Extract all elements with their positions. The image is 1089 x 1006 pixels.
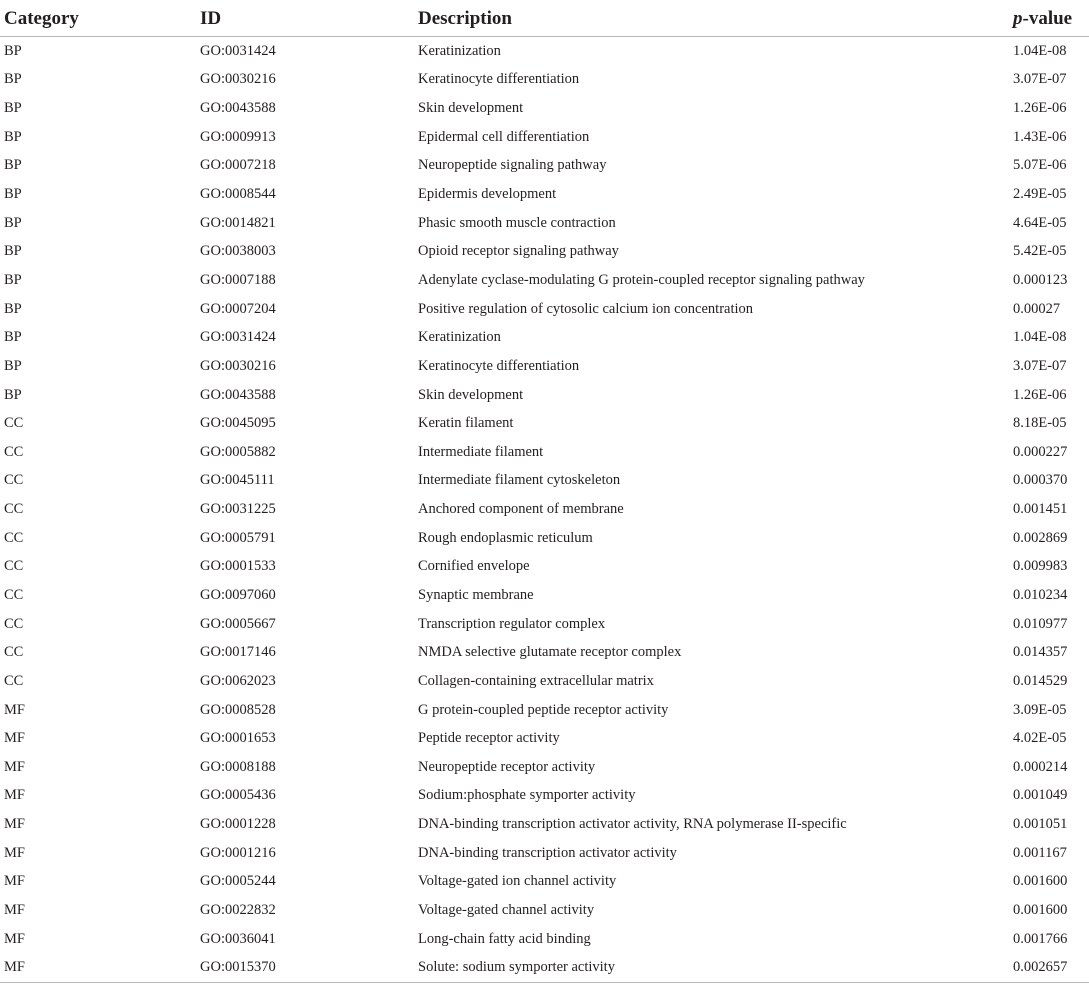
cell-category: CC: [4, 501, 24, 518]
table-row: [0, 839, 1089, 868]
cell-category: CC: [4, 615, 24, 632]
cell-description: Epidermal cell differentiation: [418, 128, 590, 145]
cell-id: GO:0005791: [200, 529, 276, 546]
table-row: [0, 94, 1089, 123]
cell-id: GO:0001533: [200, 558, 276, 575]
table-row: [0, 123, 1089, 152]
cell-p-value: 0.001451: [1013, 501, 1068, 518]
cell-description: Skin development: [418, 100, 524, 117]
table-row: [0, 66, 1089, 95]
cell-description: Voltage-gated ion channel activity: [418, 873, 617, 890]
cell-p-value: 0.001051: [1013, 816, 1068, 833]
cell-id: GO:0001228: [200, 816, 276, 833]
cell-p-value: 0.010977: [1013, 615, 1068, 632]
cell-category: MF: [4, 930, 25, 947]
cell-category: BP: [4, 243, 22, 260]
cell-id: GO:0005882: [200, 443, 276, 460]
cell-category: BP: [4, 357, 22, 374]
cell-description: Intermediate filament cytoskeleton: [418, 472, 621, 489]
cell-id: GO:0015370: [196, 954, 414, 983]
cell-p-value: 1.26E-06: [1013, 386, 1067, 403]
cell-id: GO:0030216: [200, 357, 276, 374]
cell-category: MF: [4, 844, 25, 861]
cell-category: CC: [4, 472, 24, 489]
table-row: [0, 868, 1089, 897]
cell-category: MF: [4, 816, 25, 833]
cell-category: BP: [4, 100, 22, 117]
cell-p-value: 0.001600: [1013, 902, 1068, 919]
table-row: [0, 810, 1089, 839]
cell-category: BP: [4, 386, 22, 403]
cell-category: BP: [4, 300, 22, 317]
cell-id: GO:0062023: [200, 672, 276, 689]
cell-category: BP: [4, 128, 22, 145]
cell-description: Epidermis development: [418, 186, 557, 203]
cell-description: Sodium:phosphate symporter activity: [418, 787, 636, 804]
cell-p-value: 5.07E-06: [1013, 157, 1067, 174]
cell-id: GO:0005436: [200, 787, 276, 804]
cell-description: Anchored component of membrane: [418, 501, 624, 518]
cell-p-value: 0.014357: [1013, 644, 1068, 661]
table-row: [0, 438, 1089, 467]
cell-p-value: 3.09E-05: [1013, 701, 1067, 718]
cell-id: GO:0036041: [200, 930, 276, 947]
cell-description: Voltage-gated channel activity: [418, 902, 595, 919]
cell-id: GO:0031225: [200, 501, 276, 518]
cell-id: GO:0043588: [200, 100, 276, 117]
table-row: [0, 925, 1089, 954]
cell-id: GO:0007218: [200, 157, 276, 174]
cell-category: CC: [4, 529, 24, 546]
table-row: [0, 152, 1089, 181]
cell-description: Long-chain fatty acid binding: [418, 930, 591, 947]
cell-p-value: 0.000214: [1013, 758, 1068, 775]
table-body: [0, 37, 1089, 983]
table-row: [0, 782, 1089, 811]
cell-description: Transcription regulator complex: [418, 615, 606, 632]
cell-p-value: 0.002657: [1013, 954, 1089, 983]
cell-id: GO:0007204: [200, 300, 276, 317]
cell-description: Skin development: [418, 386, 524, 403]
cell-description: Neuropeptide signaling pathway: [418, 157, 607, 174]
cell-description: DNA-binding transcription activator activity: [418, 844, 677, 861]
table-row: [0, 524, 1089, 553]
cell-category: MF: [4, 787, 25, 804]
cell-p-value: 4.02E-05: [1013, 730, 1067, 747]
cell-description: Neuropeptide receptor activity: [418, 758, 596, 775]
cell-id: GO:0031424: [200, 329, 276, 346]
cell-id: GO:0005244: [200, 873, 276, 890]
cell-id: GO:0030216: [200, 71, 276, 88]
cell-category: CC: [4, 558, 24, 575]
cell-category: MF: [4, 902, 25, 919]
cell-p-value: 2.49E-05: [1013, 186, 1067, 203]
table-row: [0, 295, 1089, 324]
table-row: [0, 266, 1089, 295]
cell-id: GO:0022832: [200, 902, 276, 919]
cell-description: Synaptic membrane: [418, 586, 534, 603]
cell-id: GO:0043588: [200, 386, 276, 403]
table-row: [0, 37, 1089, 66]
cell-description: DNA-binding transcription activator activity, RNA polymerase II-specific: [418, 816, 847, 833]
cell-description: Keratinization: [418, 329, 501, 346]
cell-p-value: 0.000227: [1013, 443, 1068, 460]
cell-p-value: 0.010234: [1013, 586, 1068, 603]
table-row: [0, 553, 1089, 582]
cell-category: BP: [4, 157, 22, 174]
cell-description: Keratinocyte differentiation: [418, 357, 580, 374]
cell-category: MF: [4, 873, 25, 890]
cell-category: BP: [4, 42, 22, 59]
cell-p-value: 0.001766: [1013, 930, 1068, 947]
cell-id: GO:0008188: [200, 758, 276, 775]
cell-id: GO:0005667: [200, 615, 276, 632]
cell-description: Keratinocyte differentiation: [418, 71, 580, 88]
cell-p-value: 5.42E-05: [1013, 243, 1067, 260]
cell-id: GO:0017146: [200, 644, 276, 661]
cell-p-value: 0.00027: [1013, 300, 1061, 317]
cell-p-value: 0.014529: [1013, 672, 1068, 689]
cell-p-value: 3.07E-07: [1013, 71, 1067, 88]
cell-description: Opioid receptor signaling pathway: [418, 243, 619, 260]
cell-p-value: 0.000370: [1013, 472, 1068, 489]
header-category: Category: [0, 1, 196, 37]
table-header: [0, 1, 1089, 37]
cell-category: CC: [4, 443, 24, 460]
cell-category: CC: [4, 586, 24, 603]
header-description: Description: [414, 1, 1013, 37]
cell-category: CC: [4, 672, 24, 689]
cell-id: GO:0031424: [200, 42, 276, 59]
table-row: [0, 237, 1089, 266]
cell-p-value: 0.001600: [1013, 873, 1068, 890]
cell-p-value: 0.002869: [1013, 529, 1068, 546]
cell-id: GO:0097060: [200, 586, 276, 603]
cell-p-value: 0.001049: [1013, 787, 1068, 804]
cell-category: BP: [4, 329, 22, 346]
cell-id: GO:0001216: [200, 844, 276, 861]
cell-description: Intermediate filament: [418, 443, 544, 460]
cell-description: G protein-coupled peptide receptor activity: [418, 701, 669, 718]
header-p-italic: p: [1013, 7, 1023, 29]
cell-description: NMDA selective glutamate receptor complex: [418, 644, 682, 661]
table-row: [0, 381, 1089, 410]
cell-category: BP: [4, 271, 22, 288]
cell-id: GO:0045111: [200, 472, 275, 489]
cell-description: Keratinization: [418, 42, 501, 59]
table-row: [0, 638, 1089, 667]
cell-p-value: 1.04E-08: [1013, 42, 1067, 59]
table-row: [0, 610, 1089, 639]
table-row: [0, 581, 1089, 610]
cell-description: Keratin filament: [418, 415, 514, 432]
cell-p-value: 1.43E-06: [1013, 128, 1067, 145]
cell-p-value: 0.001167: [1013, 844, 1067, 861]
table-row: [0, 724, 1089, 753]
table-row: [0, 954, 1089, 983]
cell-id: GO:0009913: [200, 128, 276, 145]
table-row: [0, 467, 1089, 496]
table-row: [0, 696, 1089, 725]
cell-p-value: 0.000123: [1013, 271, 1068, 288]
table-row: [0, 180, 1089, 209]
cell-category: BP: [4, 71, 22, 88]
table-row: [0, 495, 1089, 524]
cell-p-value: 1.26E-06: [1013, 100, 1067, 117]
header-p-value: [1013, 1, 1089, 37]
cell-category: MF: [0, 954, 196, 983]
table-row: [0, 896, 1089, 925]
cell-description: Peptide receptor activity: [418, 730, 560, 747]
cell-id: GO:0001653: [200, 730, 276, 747]
cell-category: MF: [4, 701, 25, 718]
cell-category: MF: [4, 730, 25, 747]
cell-description: Cornified envelope: [418, 558, 530, 575]
cell-id: GO:0008544: [200, 186, 276, 203]
table-row: [0, 209, 1089, 238]
cell-p-value: 3.07E-07: [1013, 357, 1067, 374]
cell-description: Adenylate cyclase-modulating G protein-coupled receptor signaling pathway: [418, 271, 865, 288]
cell-category: BP: [4, 214, 22, 231]
cell-category: CC: [4, 644, 24, 661]
cell-description: Phasic smooth muscle contraction: [418, 214, 616, 231]
cell-id: GO:0008528: [200, 701, 276, 718]
header-row: [0, 1, 1089, 37]
cell-id: GO:0007188: [200, 271, 276, 288]
cell-p-value: 1.04E-08: [1013, 329, 1067, 346]
cell-id: GO:0014821: [200, 214, 276, 231]
cell-description: Collagen-containing extracellular matrix: [418, 672, 654, 689]
header-p-rest: -value: [1022, 7, 1073, 29]
cell-id: GO:0045095: [200, 415, 276, 432]
cell-category: CC: [4, 415, 24, 432]
cell-p-value: 4.64E-05: [1013, 214, 1067, 231]
cell-p-value: 8.18E-05: [1013, 415, 1067, 432]
table-row: [0, 409, 1089, 438]
table-row: [0, 667, 1089, 696]
cell-category: BP: [4, 186, 22, 203]
cell-description: Solute: sodium symporter activity: [414, 954, 1013, 983]
cell-p-value: 0.009983: [1013, 558, 1068, 575]
cell-category: MF: [4, 758, 25, 775]
cell-id: GO:0038003: [200, 243, 276, 260]
cell-description: Positive regulation of cytosolic calcium ion concentration: [418, 300, 754, 317]
cell-description: Rough endoplasmic reticulum: [418, 529, 593, 546]
table-row: [0, 753, 1089, 782]
go-enrichment-table: [0, 1, 1089, 983]
header-id: ID: [196, 1, 414, 37]
table-row: [0, 352, 1089, 381]
table-row: [0, 323, 1089, 352]
